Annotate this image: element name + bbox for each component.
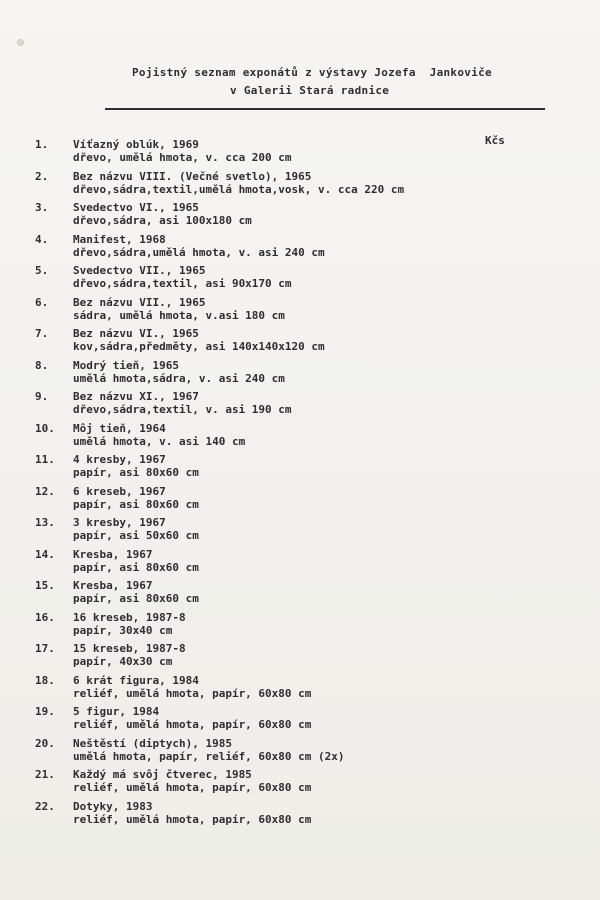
item-title: Modrý tieň, 1965 [73, 358, 179, 372]
item-description: papír, asi 80x60 cm [73, 466, 199, 479]
header-rule [105, 108, 545, 110]
item-title: Kresba, 1967 [73, 579, 153, 592]
item-number: 2. [35, 169, 49, 183]
item-number: 1. [35, 138, 49, 151]
item-description: papír, asi 80x60 cm [73, 497, 199, 511]
item-description: papír, asi 80x60 cm [73, 592, 199, 605]
item-title: 4 kresby, 1967 [73, 453, 166, 466]
document-header [110, 64, 530, 100]
item-number: 8. [35, 358, 49, 372]
item-body [73, 422, 245, 448]
item-body [73, 579, 199, 605]
item-title: Neštěstí (diptych), 1985 [73, 736, 232, 750]
item-body [73, 138, 292, 164]
list-item [35, 544, 595, 576]
item-number: 13. [35, 516, 55, 529]
list-item [35, 166, 595, 198]
list-item [35, 481, 595, 513]
item-description: dřevo,sádra,textil, asi 90x170 cm [73, 277, 292, 290]
item-title: Bez názvu VIII. (Večné svetlo), 1965 [73, 169, 312, 183]
punch-hole [17, 39, 24, 46]
item-body [73, 674, 311, 700]
item-number: 4. [35, 232, 49, 246]
item-body [73, 390, 292, 416]
item-title: 16 kreseb, 1987-8 [73, 610, 186, 624]
item-title: Dotyky, 1983 [73, 799, 153, 813]
item-body [73, 642, 186, 668]
item-title: 15 kreseb, 1987-8 [73, 642, 186, 655]
header-line-1: Pojistný seznam exponátů z výstavy Jozefa Jankoviče [132, 66, 492, 79]
list-item [35, 607, 595, 639]
item-number: 21. [35, 768, 55, 781]
item-body [73, 800, 311, 826]
item-number: 3. [35, 201, 49, 214]
item-description: papír, asi 50x60 cm [73, 529, 199, 542]
item-title: Bez názvu VI., 1965 [73, 327, 199, 340]
item-title: Môj tieň, 1964 [73, 421, 166, 435]
item-body [73, 296, 285, 322]
list-item [35, 638, 595, 670]
item-description: umělá hmota,sádra, v. asi 240 cm [73, 371, 285, 385]
item-number: 11. [35, 453, 55, 466]
item-description: kov,sádra,předměty, asi 140x140x120 cm [73, 340, 325, 353]
item-title: Manifest, 1968 [73, 232, 166, 246]
list-item [35, 323, 595, 355]
exhibit-list [35, 134, 595, 827]
item-title: 6 krát figura, 1984 [73, 673, 199, 687]
item-body [73, 705, 311, 731]
item-body [73, 233, 325, 259]
item-description: sádra, umělá hmota, v.asi 180 cm [73, 308, 285, 322]
item-number: 5. [35, 264, 49, 277]
item-body [73, 170, 404, 196]
item-number: 22. [35, 799, 55, 813]
list-item [35, 733, 595, 765]
item-description: dřevo,sádra,textil, v. asi 190 cm [73, 403, 292, 416]
item-number: 16. [35, 610, 55, 624]
item-body [73, 516, 199, 542]
item-number: 12. [35, 484, 55, 498]
item-number: 15. [35, 579, 55, 592]
list-item [35, 229, 595, 261]
item-number: 9. [35, 390, 49, 403]
list-item [35, 449, 595, 481]
list-item [35, 575, 595, 607]
item-title: Bez názvu XI., 1967 [73, 390, 199, 403]
item-body [73, 768, 311, 794]
list-item [35, 134, 595, 166]
list-item [35, 355, 595, 387]
item-description: reliéf, umělá hmota, papír, 60x80 cm [73, 718, 312, 731]
item-number: 20. [35, 736, 55, 750]
list-item [35, 260, 595, 292]
item-body [73, 327, 325, 353]
list-item [35, 418, 595, 450]
list-item [35, 512, 595, 544]
item-description: papír, 30x40 cm [73, 623, 173, 637]
list-item [35, 796, 595, 828]
item-title: Bez názvu VII., 1965 [73, 295, 206, 309]
list-item [35, 764, 595, 796]
item-title: 6 kreseb, 1967 [73, 484, 166, 498]
item-number: 17. [35, 642, 55, 655]
item-number: 7. [35, 327, 49, 340]
list-item [35, 197, 595, 229]
item-number: 18. [35, 673, 55, 687]
item-title: 5 figur, 1984 [73, 705, 160, 718]
item-title: Svedectvo VII., 1965 [73, 264, 206, 277]
item-title: Kresba, 1967 [73, 547, 153, 561]
item-body [73, 611, 186, 637]
item-body [73, 201, 252, 227]
item-title: Víťazný oblúk, 1969 [73, 138, 199, 151]
item-description: papír, asi 80x60 cm [73, 560, 199, 574]
currency-column-label: Kčs [485, 134, 505, 147]
item-description: reliéf, umělá hmota, papír, 60x80 cm [73, 812, 312, 826]
list-item [35, 292, 595, 324]
item-description: dřevo,sádra, asi 100x180 cm [73, 214, 252, 227]
item-number: 6. [35, 295, 49, 309]
item-title: Svedectvo VI., 1965 [73, 201, 199, 214]
item-body [73, 453, 199, 479]
item-description: dřevo,sádra,textil,umělá hmota,vosk, v. cca 220 cm [73, 182, 405, 196]
item-description: umělá hmota, v. asi 140 cm [73, 434, 246, 448]
item-title: Každý má svôj čtverec, 1985 [73, 768, 252, 781]
item-body [73, 359, 285, 385]
item-description: dřevo, umělá hmota, v. cca 200 cm [73, 151, 292, 164]
item-number: 19. [35, 705, 55, 718]
item-body [73, 264, 292, 290]
item-description: papír, 40x30 cm [73, 655, 173, 668]
list-item [35, 670, 595, 702]
header-line-2: v Galerii Stará radnice [230, 84, 390, 97]
item-title: 3 kresby, 1967 [73, 516, 166, 529]
item-number: 10. [35, 421, 55, 435]
item-description: reliéf, umělá hmota, papír, 60x80 cm [73, 686, 312, 700]
item-description: dřevo,sádra,umělá hmota, v. asi 240 cm [73, 245, 325, 259]
item-number: 14. [35, 547, 55, 561]
item-description: reliéf, umělá hmota, papír, 60x80 cm [73, 781, 312, 794]
item-body [73, 548, 199, 574]
item-description: umělá hmota, papír, reliéf, 60x80 cm (2x) [73, 749, 345, 763]
list-item [35, 701, 595, 733]
item-body [73, 737, 345, 763]
item-body [73, 485, 199, 511]
list-item [35, 386, 595, 418]
